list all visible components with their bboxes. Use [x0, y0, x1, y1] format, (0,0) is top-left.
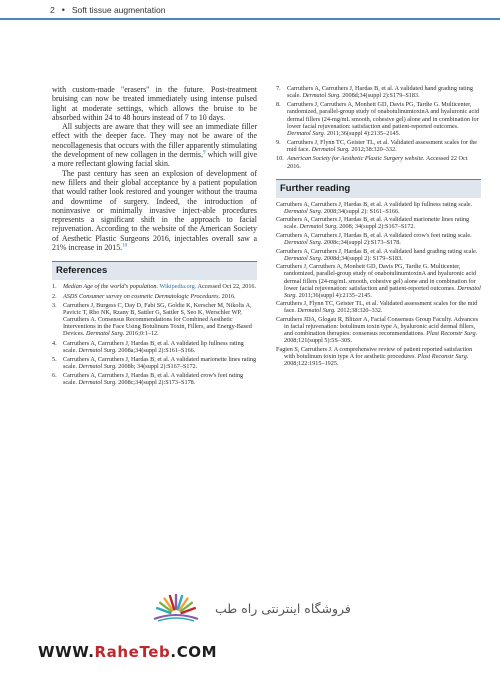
reference-item	[276, 155, 481, 169]
chapter-title: Soft tissue augmentation	[71, 4, 166, 15]
reference-source: Dermatol Surg.	[78, 346, 117, 354]
citation-9[interactable]: 9	[202, 150, 206, 156]
header-rule	[0, 18, 500, 20]
reference-source: Dermatol Surg.	[78, 379, 117, 387]
further-reading-item: Carruthers A, Carruthers J, Hardas B, et al. A validated hand grading rating scale. Dermatol Surg. 2008d;34(suppl 2): S179–S183.	[276, 247, 478, 262]
further-reading-item: Carruthers J, Carruthers A, Monheit GD, Davis PG, Tardie G. Multicenter, randomized, parallel-group study of onabotulinumtoxinA and hyaluronic acid dermal fillers (24-mg/mL smooth, cohesive gel) alone and in combination for lower facial rejuvenation: satisfaction and patient-reported outcomes. Dermatol Surg. 2011;36(suppl 4):2135–2145.	[276, 263, 481, 299]
reference-source: Dermatol Surg.	[78, 363, 117, 371]
reference-source: Dermatol Surg.	[297, 307, 336, 315]
reference-source: Dermatol Surg.	[302, 92, 341, 100]
reference-text: Carruthers A, Carruthers J, Hardas B, et al. A validated marionette lines rating scale. Dermatol Surg. 2008b; 34(suppl 2):S167–S172.	[63, 355, 257, 371]
watermark-logo	[0, 585, 500, 700]
reference-text: Carruthers J, Carruthers A, Monheit GD, Davis PG, Tardie G. Multicenter, randomized, parallel-group study of onabotulinumtoxinA and hyaluronic acid dermal fillers (24-mg/mL smooth, cohesive gel) alone and in combination for lower facial rejuvenation: satisfaction and patient-reported outcomes. Dermatol Surg. 2011;36(suppl 4):2135–2145.	[287, 101, 480, 137]
reference-text: ASDS Consumer survey on cosmetic Dermatologic Procedures. 2016.	[63, 292, 236, 300]
reference-source: ASDS Consumer survey on cosmetic Dermatologic Procedures.	[63, 292, 221, 300]
reference-item	[276, 85, 481, 99]
reference-item	[52, 356, 257, 370]
reference-item	[52, 283, 257, 290]
further-reading-heading: Further reading	[276, 179, 481, 198]
reference-number: 1.	[52, 283, 57, 291]
running-header	[0, 0, 500, 19]
reference-source: Dermatol Surg.	[284, 207, 323, 215]
reference-item	[52, 372, 257, 386]
reference-item	[52, 340, 257, 354]
body-paragraph-3: The past century has seen an explosion of development of new fillers and their global acceptance by a patient population that would rather look restored and younger without the trauma and downtime of surgery. Indeed, the introduction of noninvasive or minimally invasive inject-able procedures represents a significant shift in the approach to facial rejuvenation. According to the website of the American Society of Aesthetic Plastic Surgeons 2016, injectables overall saw a 21% increase in 2015.10	[52, 168, 257, 253]
reference-number: 3.	[52, 301, 57, 309]
reference-number: 4.	[52, 339, 57, 347]
references-list-continued	[276, 85, 481, 170]
reference-number: 8.	[276, 101, 281, 109]
page-number: 2	[50, 4, 55, 15]
further-reading-item: Carruthers A, Carruthers J, Hardas B, et al. A validated lip fullness rating scale. Dermatol Surg. 2008;34(suppl 2): S161–S166.	[276, 200, 473, 215]
reference-source: Dermatol Surg.	[284, 284, 481, 299]
references-list	[52, 283, 257, 386]
reference-text: Carruthers J, Burgess C, Day D, Fabi SG, Goldie K, Kerscher M, Nikolis A, Pavicic T, Rho NK, Rzany B, Sattler G, Sattler S, Seo K, Werschler WP, Carruthers A. Consensus Recommendations for Combined Aesthetic Interventions in the Face Using Botulinum Toxin, Fillers, and Energy-Based Devices. Dermatol Surg. 2016;0:1–12.	[63, 301, 252, 338]
reference-source: Dermatol Surg.	[299, 223, 338, 231]
reference-source: Dermatol Surg.	[311, 146, 350, 154]
reference-number: 5.	[52, 355, 57, 363]
citation-10[interactable]: 10	[122, 243, 128, 249]
reference-number: 6.	[52, 372, 57, 380]
reference-text: Carruthers A, Carruthers J, Hardas B, et al. A validated crow's feet rating scale. Dermatol Surg. 2008c;34(suppl 2):S173–S178.	[63, 372, 244, 387]
reference-text: Carruthers J, Flynn TC, Geister TL, et al. Validated assessment scales for the mid face. Dermatol Surg. 2012;38:320–332.	[287, 139, 478, 154]
reference-text: Median Age of the world's population. Wikipedia.org. Accessed Oct 22, 2016.	[63, 283, 257, 291]
reference-source: American Society for Aesthetic Plastic Surgery website.	[287, 155, 425, 163]
watermark-url: WWW.RaheTeb.COM	[38, 643, 218, 661]
reference-source: Dermatol Surg.	[86, 330, 125, 338]
further-reading-item: Carruthers A, Carruthers J, Hardas B, et al. A validated crow's feet rating scale. Dermatol Surg. 2008c;34(suppl 2):S173–S178.	[276, 231, 472, 247]
right-column	[276, 85, 481, 369]
left-column	[52, 85, 257, 389]
reference-link[interactable]: Wikipedia.org.	[159, 283, 197, 291]
body-paragraph-2: All subjects are aware that they will see an immediate filler effect with the deeper face. They may not be aware of the neocollagenesis that occurs with the filler apparently stimulating the development of new collagen in the dermis,$^9$ which will give a more reflectant glowing facial skin.	[52, 122, 257, 169]
reference-item	[52, 302, 257, 337]
reference-source: Median Age of the world's population.	[63, 283, 159, 291]
reference-source: Plast Reconstr Surg.	[417, 352, 469, 360]
reference-text: Carruthers A, Carruthers J, Hardas B, et al. A validated hand grading rating scale. Dermatol Surg. 2008d;34(suppl 2):S179–S183.	[287, 85, 473, 100]
watermark-persian-text: فروشگاه اینترنتی راه طب	[215, 601, 351, 616]
reference-number: 7.	[276, 85, 281, 92]
reference-text: American Society for Aesthetic Plastic Surgery website. Accessed 22 Oct 2016.	[287, 155, 468, 170]
book-logo-icon	[148, 593, 204, 623]
reference-source: Dermatol Surg.	[284, 239, 323, 247]
reference-item	[276, 101, 481, 136]
reference-number: 2.	[52, 292, 57, 300]
further-reading-item: Carruthers A, Carruthers J, Hardas B, et al. A validated marionette lines rating scale. Dermatol Surg. 2008; 34(suppl 2):S167–S172.	[276, 216, 470, 231]
further-reading-item: Fagien S, Carruthers J. A comprehensive review of patient reported satisfaction with botulinum toxin type A for aesthetic procedures. Plast Reconstr Surg. 2008;122:1915–1925.	[276, 345, 473, 368]
further-reading-list	[276, 201, 481, 368]
reference-source: Dermatol Surg.	[287, 129, 326, 137]
further-reading-item: Carruthers JDA, Glogau R, Blitzer A, Facial Consensus Group Faculty. Advances in facial rejuvenation: botulinum toxin type A, hyaluronic acid dermal fillers, and combination therapies: consensus recommendations. Plast Reconstr Surg. 2008;121(suppl 5):5S–30S.	[276, 316, 479, 345]
reference-source: Dermatol Surg.	[284, 254, 323, 262]
reference-text: Carruthers A, Carruthers J, Hardas B, et al. A validated lip fullness rating scale. Dermatol Surg. 2008a;34(suppl 2):S161–S166.	[63, 339, 244, 354]
header-bullet: •	[61, 4, 65, 15]
reference-item	[52, 293, 257, 300]
reference-number: 9.	[276, 139, 281, 147]
body-paragraph-1: with custom-made "erasers" in the future. Post-treatment bruising can now be treated immediately using intense pulsed light at moderate settings, which allows the bruise to be absorbed within 24 to 48 hours instead of 7 to 10 days.	[52, 85, 257, 122]
reference-item	[276, 139, 481, 153]
reference-source: Plast Reconstr Surg.	[426, 330, 478, 338]
further-reading-item: Carruthers J, Flynn TC, Geister TL, et al. Validated assessment scales for the mid face. Dermatol Surg. 2012;38:320–332.	[276, 300, 478, 315]
reference-number: 10.	[276, 155, 284, 163]
references-heading: References	[52, 261, 257, 280]
